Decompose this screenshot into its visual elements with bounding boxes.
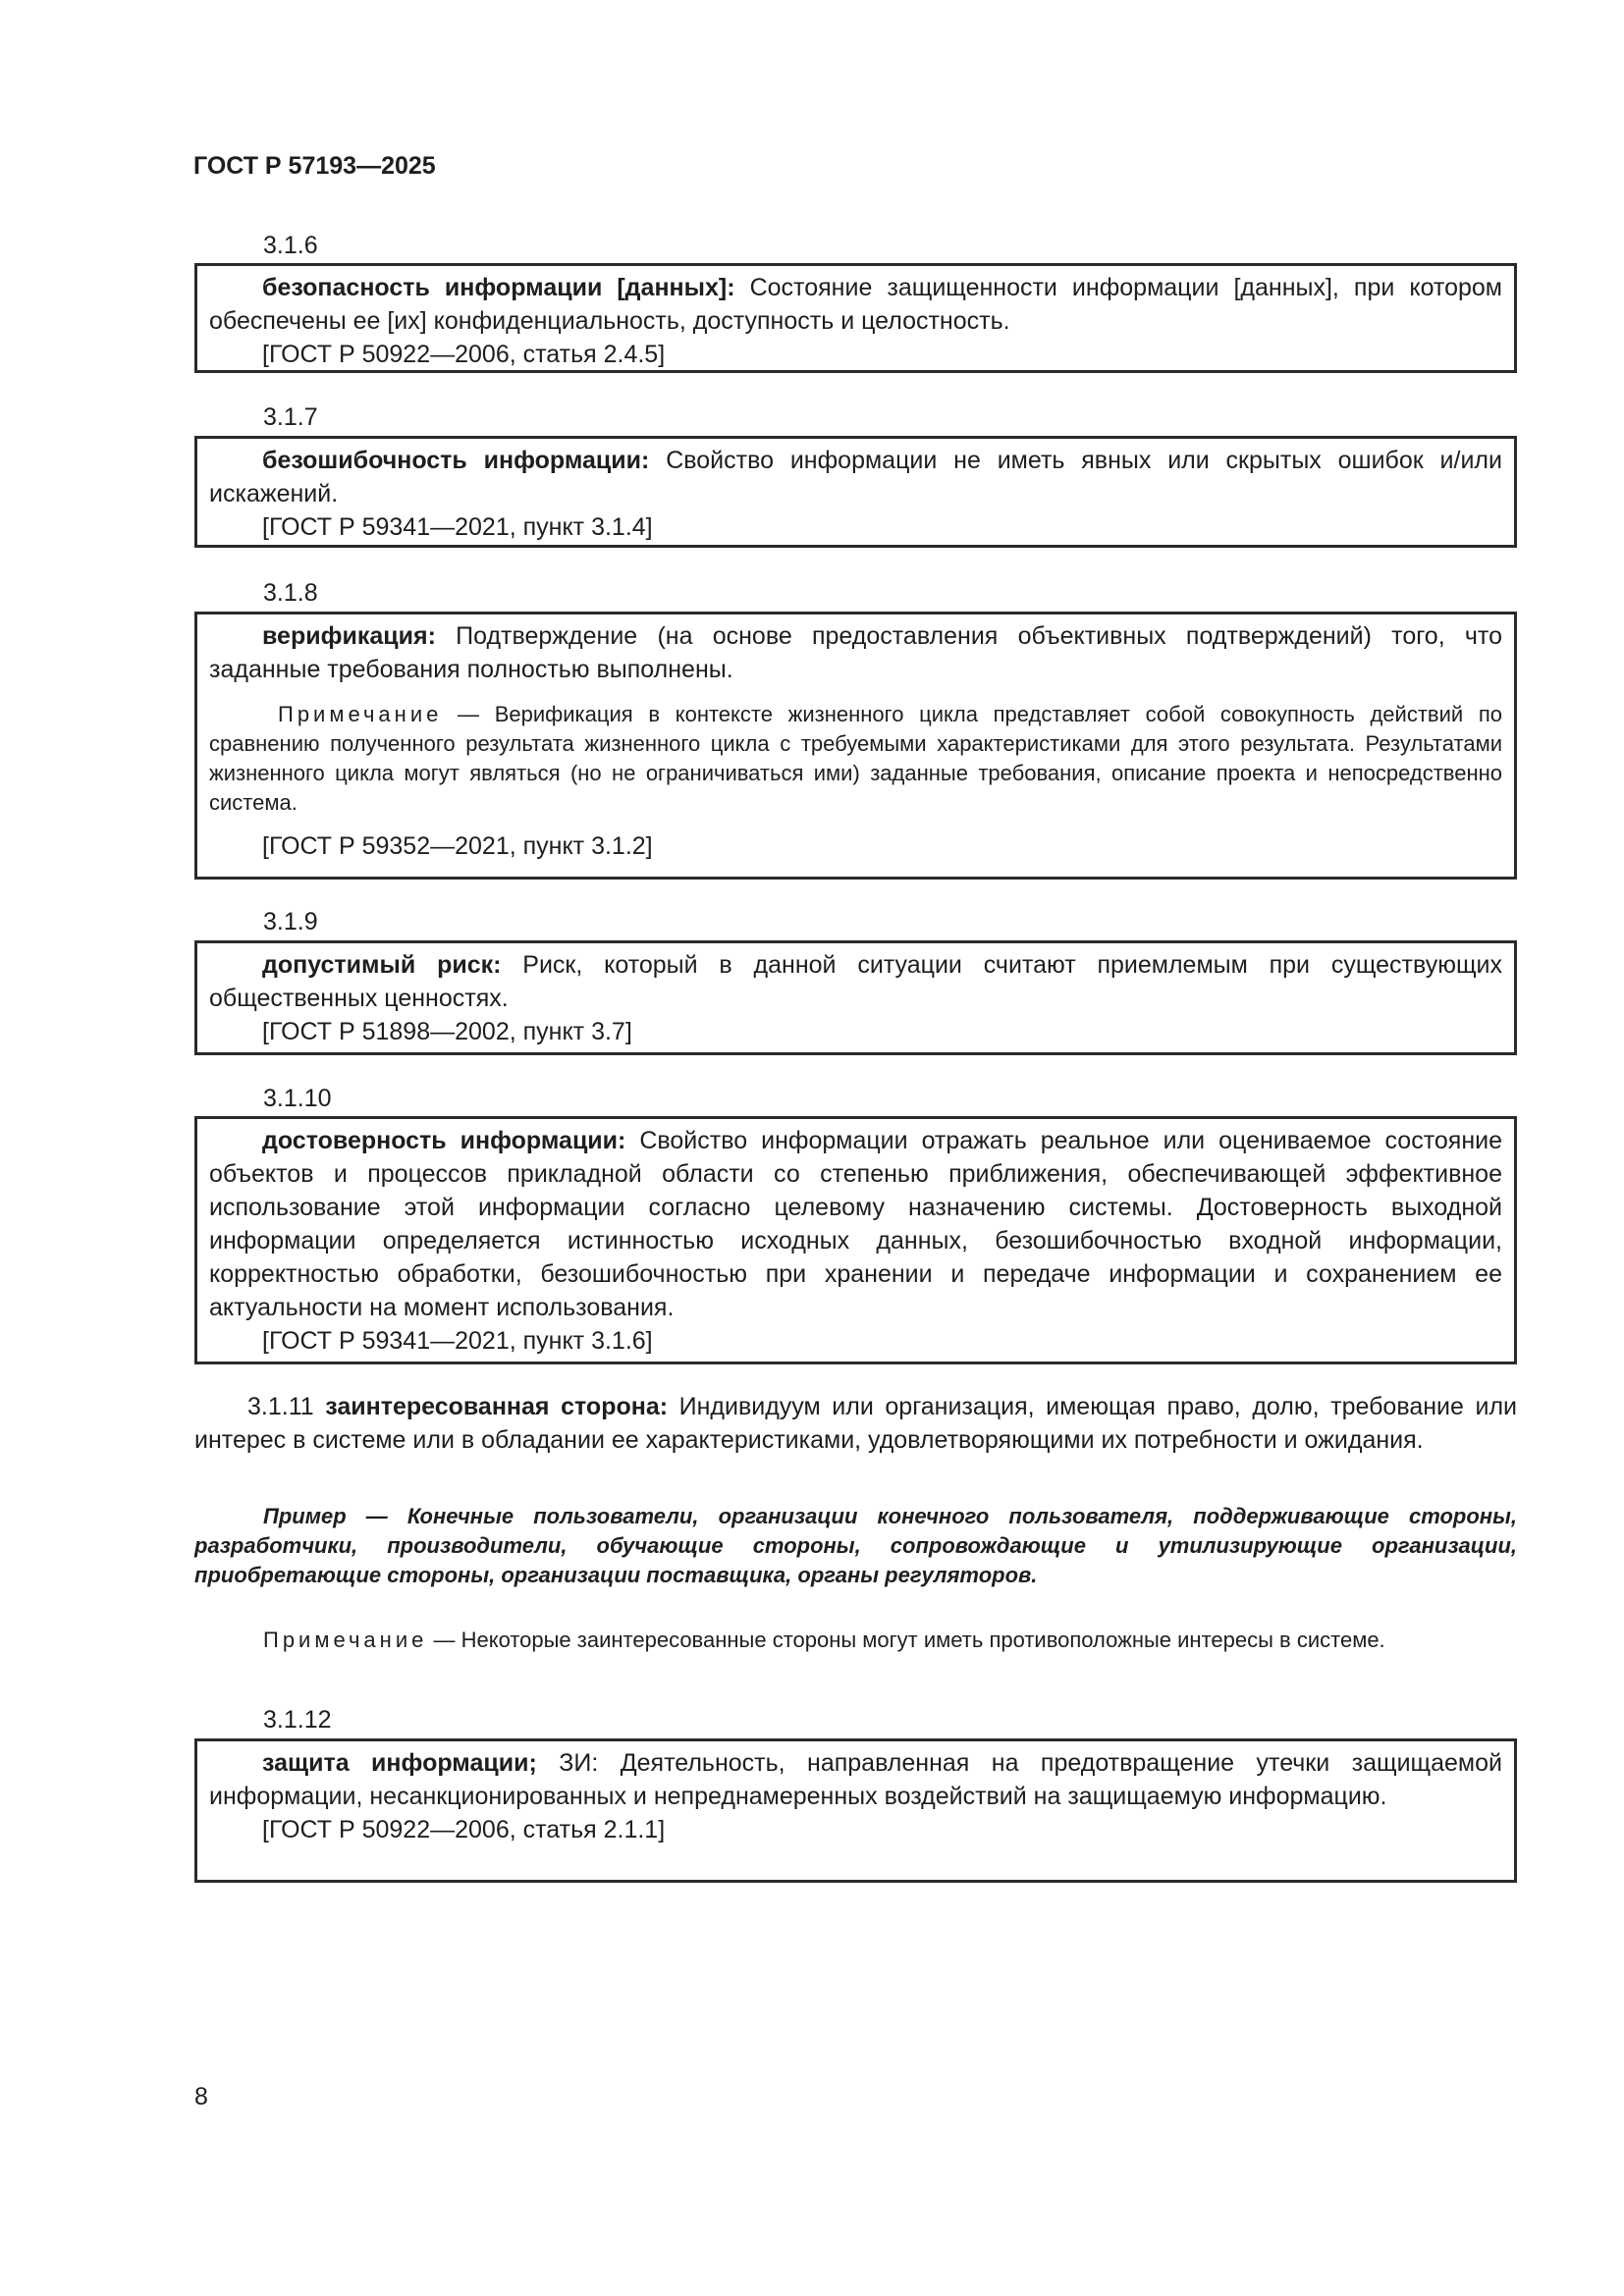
- entry-number: 3.1.12: [263, 1706, 332, 1734]
- note: [194, 1626, 1517, 1655]
- page-number: 8: [194, 2083, 208, 2110]
- term: заинтересованная сторона:: [325, 1393, 669, 1420]
- term: защита информации;: [262, 1749, 537, 1777]
- note-text: — Верификация в контексте жизненного цикла представляет собой совокупность действий по сравнению полученного результата жизненного цикла с требуемыми характеристиками для этого результата. Результатами жизненного цикла могут являться (но не ограничиваться ими) заданные требования, описание проекта и непосредственно система.: [209, 702, 1502, 815]
- entry-number: 3.1.10: [263, 1085, 332, 1112]
- term: достоверность информации:: [262, 1127, 626, 1154]
- definition-text: [209, 619, 1502, 686]
- definition-box: [194, 263, 1517, 373]
- note: [209, 700, 1502, 818]
- note-text: — Некоторые заинтересованные стороны могут иметь противоположные интересы в системе.: [427, 1628, 1385, 1652]
- definition-text: [209, 1124, 1502, 1324]
- term: верификация:: [262, 622, 436, 650]
- definition-box: [194, 940, 1517, 1055]
- reference: [ГОСТ Р 50922—2006, статья 2.1.1]: [262, 1816, 666, 1843]
- definition: Подтверждение (на основе предоставления объективных подтверждений) того, что заданные требования полностью выполнены.: [209, 622, 1502, 683]
- definition-box: [194, 1116, 1517, 1364]
- entry-number: 3.1.11: [247, 1393, 314, 1420]
- definition: Индивидуум или организация, имеющая право, долю, требование или интерес в системе или в обладании ее характеристиками, удовлетворяющими их потребности и ожидания.: [194, 1393, 1517, 1454]
- entry-number: 3.1.6: [263, 232, 318, 259]
- definition: Риск, который в данной ситуации считают приемлемым при существующих общественных ценностях.: [209, 951, 1502, 1012]
- definition: Состояние защищенности информации [данных], при котором обеспечены ее [их] конфиденциальность, доступность и целостность.: [209, 274, 1502, 335]
- definition-text: [209, 1746, 1502, 1813]
- definition-box: [194, 436, 1517, 548]
- reference: [ГОСТ Р 59341—2021, пункт 3.1.6]: [262, 1327, 653, 1355]
- definition-text: [209, 948, 1502, 1015]
- entry-number: 3.1.7: [263, 403, 318, 431]
- example-text: Пример — Конечные пользователи, организации конечного пользователя, поддерживающие стороны, разработчики, производители, обучающие стороны, сопровождающие и утилизирующие организации, приобретающие стороны, организации поставщика, органы регуляторов.: [194, 1504, 1517, 1587]
- definition-box: [194, 612, 1517, 880]
- reference: [ГОСТ Р 51898—2002, пункт 3.7]: [262, 1018, 632, 1045]
- term: допустимый риск:: [262, 951, 502, 979]
- definition: Свойство информации не иметь явных или скрытых ошибок и/или искажений.: [209, 447, 1502, 507]
- definition-text: [209, 444, 1502, 510]
- reference: [ГОСТ Р 59341—2021, пункт 3.1.4]: [262, 513, 653, 541]
- definition-text: [209, 271, 1502, 338]
- reference: [ГОСТ Р 50922—2006, статья 2.4.5]: [262, 341, 666, 368]
- entry-number: 3.1.9: [263, 908, 318, 935]
- document-header: ГОСТ Р 57193—2025: [193, 152, 436, 180]
- term: безопасность информации [данных]:: [262, 274, 735, 301]
- note-label: Примечание: [263, 1628, 428, 1652]
- note-label: Примечание: [278, 702, 443, 726]
- entry-number: 3.1.8: [263, 579, 318, 607]
- term: безошибочность информации:: [262, 447, 650, 474]
- reference: [ГОСТ Р 59352—2021, пункт 3.1.2]: [262, 832, 653, 860]
- definition: ЗИ: Деятельность, направленная на предотвращение утечки защищаемой информации, несанкционированных и непреднамеренных воздействий на защищаемую информацию.: [209, 1749, 1502, 1810]
- definition-box: [194, 1738, 1517, 1883]
- definition-text: [194, 1390, 1517, 1457]
- definition: Свойство информации отражать реальное или оцениваемое состояние объектов и процессов прикладной области со степенью приближения, обеспечивающей эффективное использование этой информации согласно целевому назначению системы. Достоверность выходной информации определяется истинностью исходных данных, безошибочностью входной информации, корректностью обработки, безошибочностью при хранении и передаче информации и сохранением ее актуальности на момент использования.: [209, 1127, 1502, 1321]
